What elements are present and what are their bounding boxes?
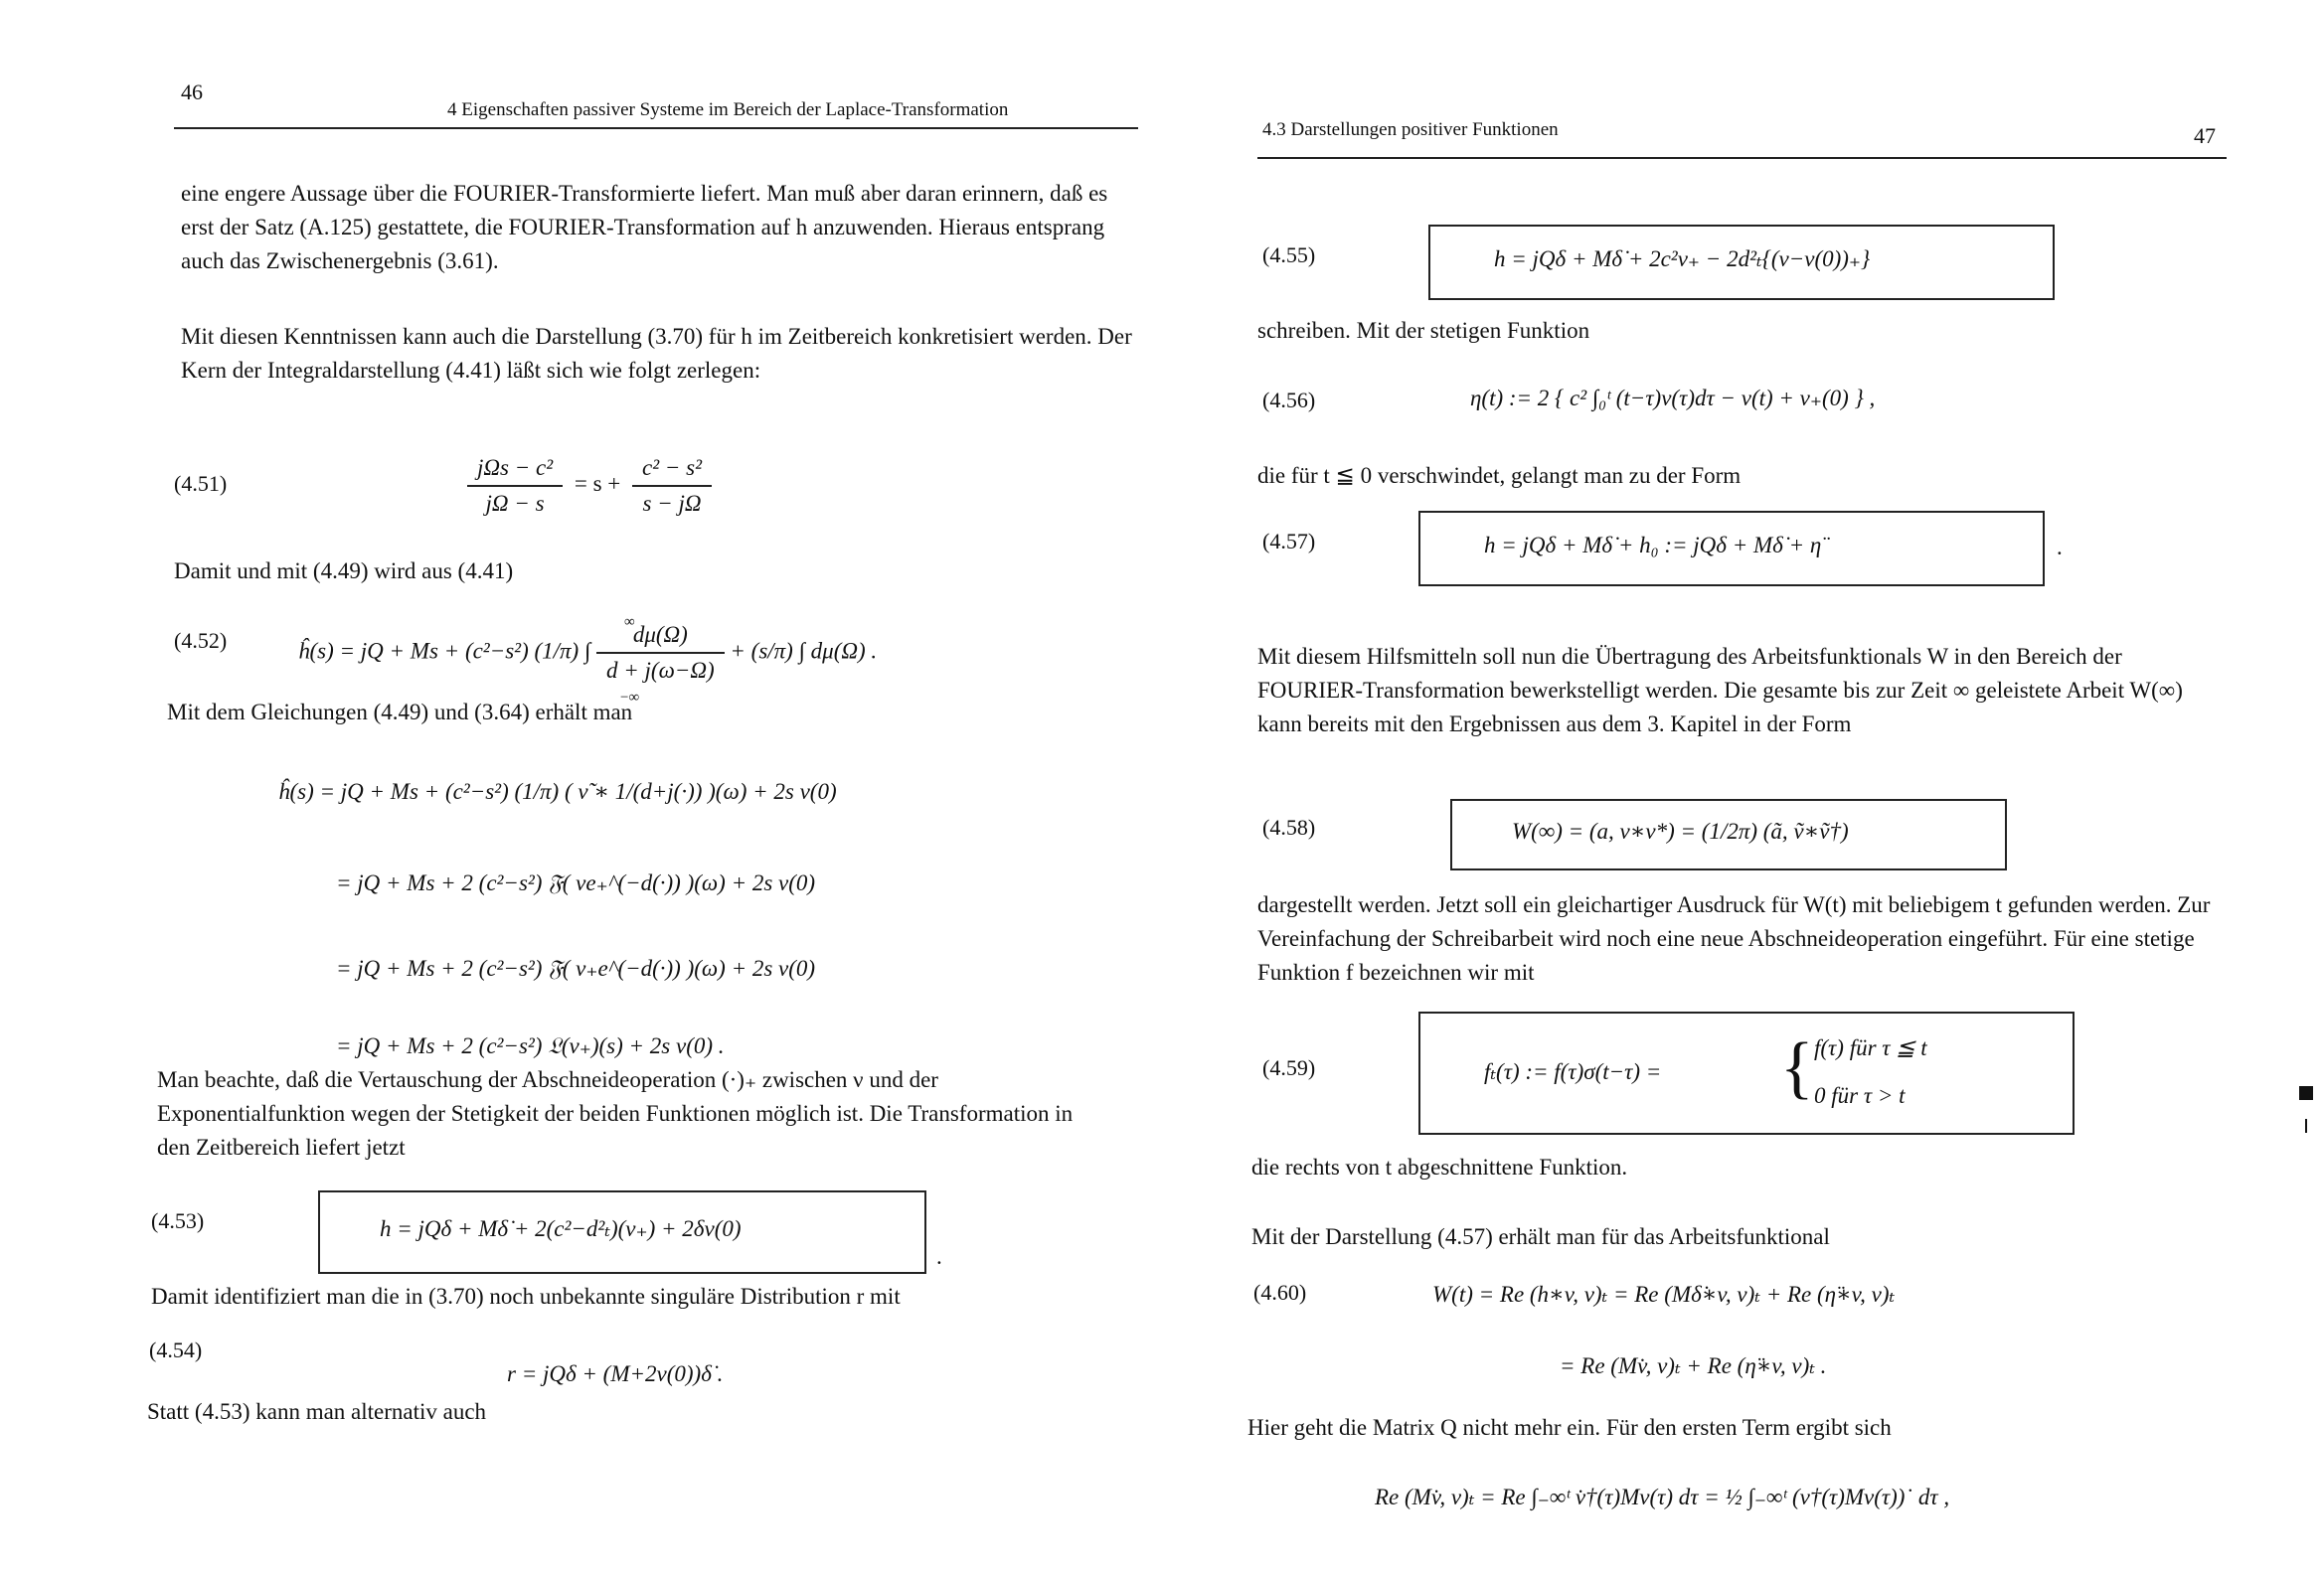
paragraph: Statt (4.53) kann man alternativ auch xyxy=(147,1399,487,1424)
equation-period: . xyxy=(2057,535,2063,559)
paragraph: schreiben. Mit der stetigen Funktion xyxy=(1257,318,1590,343)
integral-lower-limit: −∞ xyxy=(620,690,640,706)
equation-line: = jQ + Ms + 2 (c²−s²) 𝔏(ν₊)(s) + 2s ν(0) . xyxy=(336,1033,725,1058)
case-brace: { xyxy=(1780,1029,1814,1106)
equation-4-58: W(∞) = (a, v∗v*) = (1/2π) (ã, ṽ∗ṽ†) xyxy=(1512,819,1849,844)
paragraph: eine engere Aussage über die FOURIER-Transformierte liefert. Man muß aber daran erinnern, daß es erst der Satz (A.125) gestattete, die FOURIER-Transformation auf h anzuwenden. Hieraus entsprang auch das Zwischenergebnis (3.61). xyxy=(181,181,1108,273)
running-header: 4 Eigenschaften passiver Systeme im Bereich der Laplace-Transformation xyxy=(447,99,1009,120)
margin-tick xyxy=(2305,1119,2307,1133)
equation-number: (4.55) xyxy=(1262,242,1316,267)
paragraph: Man beachte, daß die Vertauschung der Abschneideoperation (·)₊ zwischen ν und der Exponentialfunktion wegen der Stetigkeit der beiden Funktionen möglich ist. Die Transformation in den Zeitbereich liefert jetzt xyxy=(157,1067,1074,1160)
equation-number: (4.58) xyxy=(1262,815,1316,840)
header-rule xyxy=(174,127,1138,129)
paragraph: Mit dem Gleichungen (4.49) und (3.64) erhält man xyxy=(167,700,633,724)
equation-box xyxy=(1418,1012,2075,1135)
equation-number: (4.54) xyxy=(149,1338,203,1362)
equation-4-59-case-2: 0 für τ > t xyxy=(1814,1083,1906,1108)
equation-line: = jQ + Ms + 2 (c²−s²) 𝔉( νe₊^(−d(·)) )(ω) + 2s ν(0) xyxy=(336,870,816,895)
paragraph: Mit der Darstellung (4.57) erhält man für das Arbeitsfunktional xyxy=(1251,1224,1830,1249)
equation-number: (4.59) xyxy=(1262,1055,1316,1080)
page-number: 46 xyxy=(181,79,203,104)
equation-4-59-case-1: f(τ) für τ ≦ t xyxy=(1814,1035,1927,1060)
equation-4-56: η(t) := 2 { c² ∫₀ᵗ (t−τ)ν(τ)dτ − ν(t) + ν₊(0) } , xyxy=(1470,386,1876,410)
equation-4-55: h = jQδ + Mδ̇ + 2c²ν₊ − 2d²ₜ{(ν−ν(0))₊} xyxy=(1494,246,1871,271)
equation-number: (4.56) xyxy=(1262,388,1316,412)
equation-4-52: ĥ(s) = jQ + Ms + (c²−s²) (1/π) ∫ $\frac{d\mu(\Omega)}{d + j(\omega-\Omega)}$ + (s/π) ∫ dμ(Ω) . xyxy=(298,622,878,683)
equation-4-60-line-1: W(t) = Re (h∗v, v)ₜ = Re (Mδ̇∗v, v)ₜ + Re (η̈∗v, v)ₜ xyxy=(1432,1282,1896,1307)
equation-4-51: $\frac{\text{jΩs − c²}}{j\Omega - s}$ = s + $\frac{\text{c² − s²}}{s - j\Omega}$ xyxy=(467,455,712,517)
equation-4-54: r = jQδ + (M+2ν(0))δ̇ . xyxy=(507,1361,724,1386)
equation-4-60-line-2: = Re (Mv̇, v)ₜ + Re (η̈∗v, v)ₜ . xyxy=(1560,1353,1827,1378)
equation-number: (4.51) xyxy=(174,471,228,496)
paragraph: die für t ≦ 0 verschwindet, gelangt man zu der Form xyxy=(1257,463,1742,488)
running-header: 4.3 Darstellungen positiver Funktionen xyxy=(1262,119,1559,140)
equation-box xyxy=(1450,799,2007,870)
right-page xyxy=(1162,0,2324,1577)
margin-mark xyxy=(2299,1086,2313,1100)
equation-4-57: h = jQδ + Mδ̇ + h₀ := jQδ + Mδ̇ + η̈ xyxy=(1484,533,1822,557)
header-rule xyxy=(1257,157,2227,159)
integral-upper-limit: ∞ xyxy=(624,614,635,630)
paragraph: Mit diesem Hilfsmitteln soll nun die Übertragung des Arbeitsfunktionals W in den Bereich der FOURIER-Transformation bewerkstelligt werden. Die gesamte bis zur Zeit ∞ geleistete Arbeit W(∞) kann bereits mit den Ergebnissen aus dem 3. Kapitel in der Form xyxy=(1257,644,2183,736)
paragraph: Damit und mit (4.49) wird aus (4.41) xyxy=(174,558,514,583)
paragraph: die rechts von t abgeschnittene Funktion. xyxy=(1251,1155,1628,1180)
page-number: 47 xyxy=(2194,123,2216,148)
equation-box xyxy=(1418,511,2045,586)
equation-box xyxy=(1428,225,2055,300)
equation-number: (4.60) xyxy=(1253,1280,1307,1305)
equation-box xyxy=(318,1190,926,1274)
equation-number: (4.52) xyxy=(174,628,228,653)
equation-period: . xyxy=(936,1244,942,1269)
paragraph: dargestellt werden. Jetzt soll ein gleichartiger Ausdruck für W(t) mit beliebigem t gefunden werden. Zur Vereinfachung der Schreibarbeit wird noch eine neue Abschneideoperation eingeführt. Für eine stetige Funktion f bezeichnen wir mit xyxy=(1257,892,2211,985)
paragraph: Damit identifiziert man die in (3.70) noch unbekannte singuläre Distribution r mit xyxy=(151,1284,901,1309)
paragraph: Hier geht die Matrix Q nicht mehr ein. Für den ersten Term ergibt sich xyxy=(1247,1415,1892,1440)
paragraph: Mit diesen Kenntnissen kann auch die Darstellung (3.70) für h im Zeitbereich konkretisiert werden. Der Kern der Integraldarstellung (4.41) läßt sich wie folgt zerlegen: xyxy=(181,324,1132,383)
equation-line: ĥ(s) = jQ + Ms + (c²−s²) (1/π) ( ν̃ ∗ 1/(d+j(·)) )(ω) + 2s ν(0) xyxy=(278,779,837,804)
equation-4-53: h = jQδ + Mδ̇ + 2(c²−d²ₜ)(ν₊) + 2δν(0) xyxy=(380,1216,742,1241)
equation-last: Re (Mv̇, v)ₜ = Re ∫₋∞ᵗ v̇†(τ)Mv(τ) dτ = ½ ∫₋∞ᵗ (v†(τ)Mv(τ))˙ dτ , xyxy=(1375,1485,1950,1509)
equation-line: = jQ + Ms + 2 (c²−s²) 𝔉( ν₊e^(−d(·)) )(ω) + 2s ν(0) xyxy=(336,956,816,981)
equation-4-59-lhs: fₜ(τ) := f(τ)σ(t−τ) = xyxy=(1484,1059,1662,1084)
equation-number: (4.57) xyxy=(1262,529,1316,553)
equation-number: (4.53) xyxy=(151,1208,205,1233)
